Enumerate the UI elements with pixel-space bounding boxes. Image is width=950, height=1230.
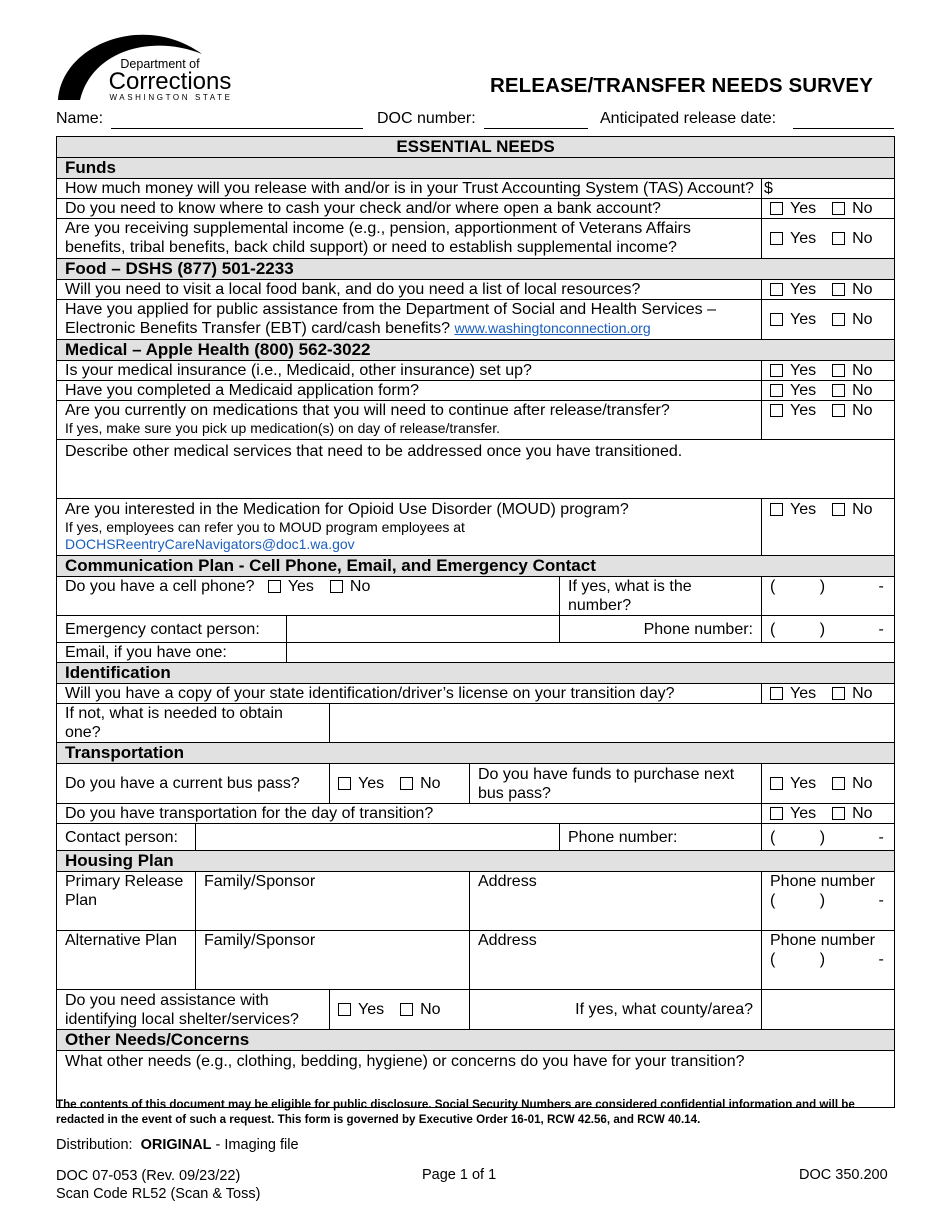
scan-code: Scan Code RL52 (Scan & Toss)	[56, 1186, 261, 1202]
food-q2-no-checkbox[interactable]	[832, 313, 845, 326]
yes-label: Yes	[790, 382, 817, 399]
form-title: RELEASE/TRANSFER NEEDS SURVEY	[490, 74, 873, 97]
yes-label: Yes	[790, 805, 817, 822]
yes-label: Yes	[287, 578, 314, 595]
alt-family-label: Family/Sponsor	[204, 932, 316, 949]
transport-q1-answer	[330, 764, 470, 804]
county-field[interactable]	[762, 990, 895, 1030]
yes-label: Yes	[358, 1001, 385, 1018]
bus-pass-no-checkbox[interactable]	[400, 777, 413, 790]
washington-connection-link[interactable]: www.washingtonconnection.org	[454, 320, 651, 336]
funds-q1: How much money will you release with and/or is in your Trust Accounting System (TAS) Account?	[57, 179, 762, 199]
page-number: Page 1 of 1	[422, 1167, 497, 1183]
transport-phone-field[interactable]: ( ) -	[762, 824, 895, 851]
medical-q5-no-checkbox[interactable]	[832, 503, 845, 516]
no-label: No	[420, 775, 441, 792]
funds-q3-answer	[762, 219, 895, 259]
survey-table	[56, 136, 895, 1108]
transportation-section-title: Transportation	[57, 743, 895, 764]
medical-q3-answer	[762, 401, 895, 440]
yes-label: Yes	[790, 362, 817, 379]
food-section-title: Food – DSHS (877) 501-2233	[57, 259, 895, 280]
transport-contact-label: Contact person:	[57, 824, 196, 851]
medical-q5-answer	[762, 499, 895, 556]
moud-email-link[interactable]: DOCHSReentryCareNavigators@doc1.wa.gov	[65, 536, 355, 552]
yes-label: Yes	[358, 775, 385, 792]
medical-q3-note: If yes, make sure you pick up medication(s) on day of release/transfer.	[65, 420, 500, 436]
medical-q2-answer	[762, 381, 895, 401]
funds-section-title: Funds	[57, 158, 895, 179]
county-label: If yes, what county/area?	[470, 990, 762, 1030]
medical-q1-yes-checkbox[interactable]	[770, 364, 783, 377]
housing-section-title: Housing Plan	[57, 851, 895, 872]
emergency-phone-label: Phone number:	[560, 616, 762, 643]
primary-phone-field[interactable]	[762, 872, 895, 931]
comm-cell-question	[57, 577, 560, 616]
distribution-label: Distribution:	[56, 1137, 133, 1153]
shelter-question: Do you need assistance with identifying local shelter/services?	[57, 990, 330, 1030]
ident-q1-answer	[762, 684, 895, 704]
primary-address-field[interactable]	[470, 872, 762, 931]
emergency-phone-field[interactable]: ( ) -	[762, 616, 895, 643]
housing-alternative-label: Alternative Plan	[57, 931, 196, 990]
yes-label: Yes	[790, 501, 817, 518]
no-label: No	[852, 311, 873, 328]
medical-q3	[57, 401, 762, 440]
medical-q1-no-checkbox[interactable]	[832, 364, 845, 377]
transport-yes-checkbox[interactable]	[770, 807, 783, 820]
primary-phone-blank: ( ) -	[770, 892, 884, 909]
no-label: No	[852, 685, 873, 702]
medical-q3-no-checkbox[interactable]	[832, 404, 845, 417]
primary-address-label: Address	[478, 873, 537, 890]
no-label: No	[852, 382, 873, 399]
medical-q2-yes-checkbox[interactable]	[770, 384, 783, 397]
bus-pass-yes-checkbox[interactable]	[338, 777, 351, 790]
alt-address-label: Address	[478, 932, 537, 949]
name-label: Name:	[56, 110, 104, 127]
transport-q1: Do you have a current bus pass?	[57, 764, 330, 804]
food-q2-answer	[762, 300, 895, 340]
funds-amount-field[interactable]	[762, 179, 895, 199]
primary-family-label: Family/Sponsor	[204, 873, 316, 890]
policy-number: DOC 350.200	[799, 1167, 888, 1183]
shelter-no-checkbox[interactable]	[400, 1003, 413, 1016]
yes-label: Yes	[790, 311, 817, 328]
no-label: No	[349, 578, 371, 595]
release-date-field[interactable]	[793, 128, 894, 129]
medical-q5-yes-checkbox[interactable]	[770, 503, 783, 516]
yes-label: Yes	[790, 685, 817, 702]
medical-section-title: Medical – Apple Health (800) 562-3022	[57, 340, 895, 361]
food-q1-yes-checkbox[interactable]	[770, 283, 783, 296]
form-number-block	[56, 1167, 260, 1203]
alt-phone-label: Phone number	[770, 932, 875, 949]
essential-needs-header: ESSENTIAL NEEDS	[57, 137, 895, 158]
food-q2-yes-checkbox[interactable]	[770, 313, 783, 326]
yes-label: Yes	[790, 281, 817, 298]
funds-q2-answer	[762, 199, 895, 219]
medical-q5-text: Are you interested in the Medication for Opioid Use Disorder (MOUD) program?	[65, 501, 629, 518]
other-section-title: Other Needs/Concerns	[57, 1030, 895, 1051]
medical-q2-no-checkbox[interactable]	[832, 384, 845, 397]
funds-q3: Are you receiving supplemental income (e.g., pension, apportionment of Veterans Affairs benefits, tribal benefits, back child support) or need to establish supplemental income?	[57, 219, 762, 259]
housing-primary-label: Primary Release Plan	[57, 872, 196, 931]
no-label: No	[852, 362, 873, 379]
distribution-rest: - Imaging file	[215, 1137, 299, 1153]
transport-q3: Do you have transportation for the day of transition?	[57, 804, 762, 824]
disclosure-notice: The contents of this document may be eligible for public disclosure. Social Security Numbers are considered confidential information and will be redacted in the event of such a request. This form is governed by Executive Order 16-01, RCW 42.56, and RCW 40.14.	[56, 1098, 855, 1126]
ident-q1: Will you have a copy of your state identification/driver’s license on your transition day?	[57, 684, 762, 704]
yes-label: Yes	[790, 200, 817, 217]
medical-q4-text: Describe other medical services that need to be addressed once you have transitioned.	[65, 443, 683, 460]
identification-section-title: Identification	[57, 663, 895, 684]
funds-q2: Do you need to know where to cash your check and/or where open a bank account?	[57, 199, 762, 219]
transport-q2: Do you have funds to purchase next bus pass?	[470, 764, 762, 804]
shelter-yes-checkbox[interactable]	[338, 1003, 351, 1016]
alt-phone-field[interactable]	[762, 931, 895, 990]
no-label: No	[852, 281, 873, 298]
food-q2-text: Have you applied for public assistance from the Department of Social and Health Services – Electronic Benefits Transfer (EBT) card/cash benefits?	[65, 301, 717, 337]
email-label: Email, if you have one:	[57, 643, 287, 663]
transport-no-checkbox[interactable]	[832, 807, 845, 820]
comm-section-title: Communication Plan - Cell Phone, Email, and Emergency Contact	[57, 556, 895, 577]
no-label: No	[852, 501, 873, 518]
doc-number-label: DOC number:	[377, 110, 476, 127]
distribution-line	[56, 1137, 299, 1153]
yes-label: Yes	[790, 230, 817, 247]
distribution-value: ORIGINAL	[140, 1137, 212, 1153]
yes-label: Yes	[790, 775, 817, 792]
ident-q1-yes-checkbox[interactable]	[770, 687, 783, 700]
email-field[interactable]	[287, 643, 895, 663]
bus-funds-no-checkbox[interactable]	[832, 777, 845, 790]
name-field[interactable]	[111, 128, 363, 129]
no-label: No	[420, 1001, 441, 1018]
ident-q2: If not, what is needed to obtain one?	[57, 704, 330, 743]
other-needs-text: What other needs (e.g., clothing, bedding, hygiene) or concerns do you have for your transition?	[65, 1053, 745, 1070]
no-label: No	[852, 805, 873, 822]
funds-q3-yes-checkbox[interactable]	[770, 232, 783, 245]
funds-q3-no-checkbox[interactable]	[832, 232, 845, 245]
yes-label: Yes	[790, 402, 817, 419]
dollar-sign: $	[764, 180, 773, 197]
funds-q2-no-checkbox[interactable]	[832, 202, 845, 215]
comm-cell-number-label: If yes, what is the number?	[560, 577, 762, 616]
alt-phone-blank: ( ) -	[770, 951, 884, 968]
bus-funds-yes-checkbox[interactable]	[770, 777, 783, 790]
transport-q3-answer	[762, 804, 895, 824]
medical-q3-yes-checkbox[interactable]	[770, 404, 783, 417]
doc-logo	[56, 26, 246, 104]
emergency-contact-field[interactable]	[287, 616, 560, 643]
comm-cell-text: Do you have a cell phone?	[65, 578, 255, 595]
ident-q2-field[interactable]	[330, 704, 895, 743]
logo-line1: Department of	[120, 57, 200, 71]
ident-q1-no-checkbox[interactable]	[832, 687, 845, 700]
release-date-label: Anticipated release date:	[600, 110, 777, 127]
funds-q2-yes-checkbox[interactable]	[770, 202, 783, 215]
primary-family-field[interactable]	[196, 872, 470, 931]
alt-family-field[interactable]	[196, 931, 470, 990]
food-q2	[57, 300, 762, 340]
no-label: No	[852, 775, 873, 792]
food-q1: Will you need to visit a local food bank, and do you need a list of local resources?	[57, 280, 762, 300]
cell-yes-checkbox[interactable]	[268, 580, 281, 593]
medical-q1-answer	[762, 361, 895, 381]
shelter-answer	[330, 990, 470, 1030]
primary-phone-label: Phone number	[770, 873, 875, 890]
food-q1-answer	[762, 280, 895, 300]
cell-no-checkbox[interactable]	[330, 580, 343, 593]
medical-q1: Is your medical insurance (i.e., Medicaid, other insurance) set up?	[57, 361, 762, 381]
logo-line2: Corrections	[108, 68, 232, 95]
transport-q2-answer	[762, 764, 895, 804]
cell-number-field[interactable]: ( ) -	[762, 577, 895, 616]
food-q1-no-checkbox[interactable]	[832, 283, 845, 296]
form-number: DOC 07-053 (Rev. 09/23/22)	[56, 1168, 241, 1184]
no-label: No	[852, 402, 873, 419]
doc-number-field[interactable]	[484, 128, 588, 129]
logo-line3: WASHINGTON STATE	[109, 93, 233, 102]
medical-q3-text: Are you currently on medications that you will need to continue after release/transfer?	[65, 402, 670, 419]
medical-q2: Have you completed a Medicaid application form?	[57, 381, 762, 401]
medical-q4-field[interactable]	[57, 440, 895, 499]
transport-contact-field[interactable]	[196, 824, 560, 851]
alt-address-field[interactable]	[470, 931, 762, 990]
emergency-contact-label: Emergency contact person:	[57, 616, 287, 643]
medical-q5-note: If yes, employees can refer you to MOUD program employees at	[65, 519, 465, 535]
medical-q5	[57, 499, 762, 556]
no-label: No	[852, 230, 873, 247]
transport-phone-label: Phone number:	[560, 824, 762, 851]
no-label: No	[852, 200, 873, 217]
